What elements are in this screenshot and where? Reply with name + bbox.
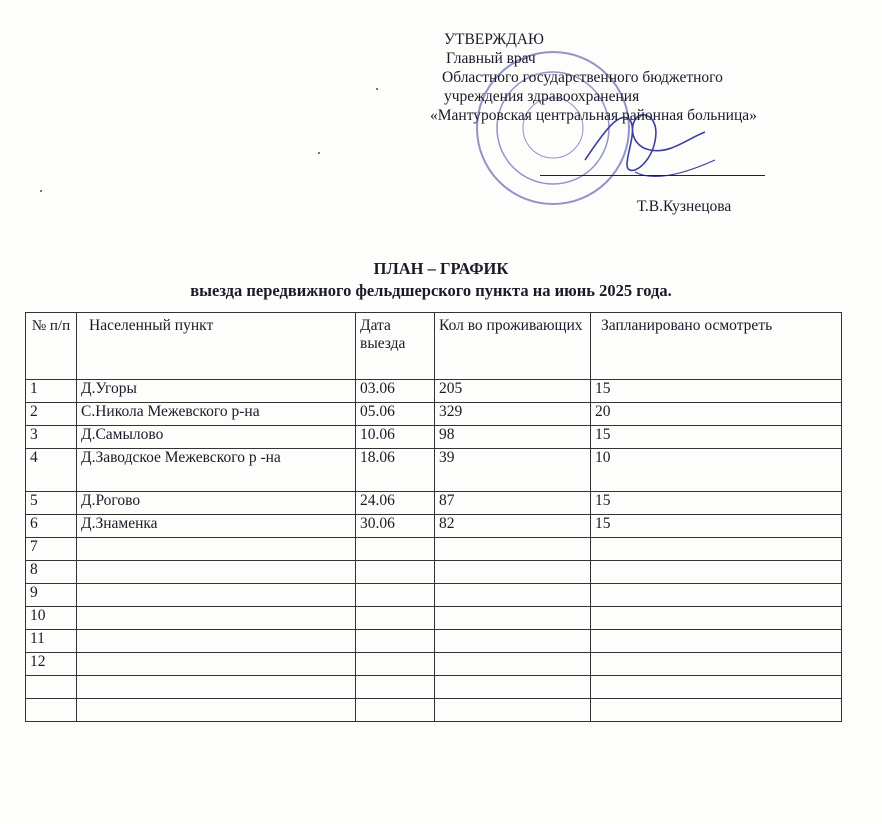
cell-date bbox=[356, 584, 435, 607]
cell-planned bbox=[591, 630, 842, 653]
cell-planned: 10 bbox=[591, 449, 842, 492]
cell-date bbox=[356, 538, 435, 561]
approval-block bbox=[430, 30, 757, 125]
table-row bbox=[26, 561, 842, 584]
table-row bbox=[26, 515, 842, 538]
cell-residents bbox=[435, 561, 591, 584]
cell-num: 11 bbox=[26, 630, 77, 653]
cell-num: 3 bbox=[26, 426, 77, 449]
scan-speck bbox=[376, 88, 378, 90]
cell-residents bbox=[435, 676, 591, 699]
cell-planned: 15 bbox=[591, 426, 842, 449]
cell-residents bbox=[435, 630, 591, 653]
cell-planned bbox=[591, 607, 842, 630]
cell-date: 30.06 bbox=[356, 515, 435, 538]
table-row bbox=[26, 584, 842, 607]
cell-planned bbox=[591, 561, 842, 584]
cell-residents: 39 bbox=[435, 449, 591, 492]
cell-num: 7 bbox=[26, 538, 77, 561]
cell-residents: 87 bbox=[435, 492, 591, 515]
cell-date bbox=[356, 607, 435, 630]
signer-name: Т.В.Кузнецова bbox=[637, 198, 732, 215]
table-header-row bbox=[26, 313, 842, 380]
cell-num: 5 bbox=[26, 492, 77, 515]
cell-residents bbox=[435, 584, 591, 607]
table-row bbox=[26, 426, 842, 449]
cell-date bbox=[356, 699, 435, 722]
cell-residents: 205 bbox=[435, 380, 591, 403]
plan-table bbox=[25, 312, 842, 722]
cell-planned bbox=[591, 653, 842, 676]
cell-settlement: С.Никола Межевского р-на bbox=[77, 403, 356, 426]
cell-date bbox=[356, 561, 435, 584]
approval-org-line1: Областного государственного бюджетного bbox=[442, 69, 723, 86]
cell-residents bbox=[435, 653, 591, 676]
cell-date bbox=[356, 676, 435, 699]
table-row bbox=[26, 380, 842, 403]
cell-planned bbox=[591, 699, 842, 722]
cell-date: 24.06 bbox=[356, 492, 435, 515]
cell-planned: 15 bbox=[591, 380, 842, 403]
table-row bbox=[26, 449, 842, 492]
cell-date: 05.06 bbox=[356, 403, 435, 426]
cell-date: 10.06 bbox=[356, 426, 435, 449]
cell-settlement: Д.Самылово bbox=[77, 426, 356, 449]
header-num: № п/п bbox=[26, 313, 77, 380]
cell-settlement bbox=[77, 653, 356, 676]
cell-num: 1 bbox=[26, 380, 77, 403]
cell-settlement bbox=[77, 699, 356, 722]
cell-num: 9 bbox=[26, 584, 77, 607]
cell-planned: 15 bbox=[591, 515, 842, 538]
cell-residents: 82 bbox=[435, 515, 591, 538]
cell-residents bbox=[435, 538, 591, 561]
cell-residents bbox=[435, 607, 591, 630]
cell-settlement: Д.Рогово bbox=[77, 492, 356, 515]
approval-org-line3: «Мантуровская центральная районная больница» bbox=[430, 107, 757, 124]
table-row bbox=[26, 403, 842, 426]
header-planned: Запланировано осмотреть bbox=[591, 313, 842, 380]
cell-date bbox=[356, 630, 435, 653]
cell-num: 8 bbox=[26, 561, 77, 584]
table-row bbox=[26, 699, 842, 722]
table-row bbox=[26, 492, 842, 515]
heading-line1: ПЛАН – ГРАФИК bbox=[373, 259, 509, 278]
cell-settlement: Д.Заводское Межевского р -на bbox=[77, 449, 356, 492]
cell-planned: 15 bbox=[591, 492, 842, 515]
cell-date: 03.06 bbox=[356, 380, 435, 403]
cell-num: 12 bbox=[26, 653, 77, 676]
cell-planned bbox=[591, 538, 842, 561]
cell-num: 10 bbox=[26, 607, 77, 630]
approval-position: Главный врач bbox=[446, 50, 536, 67]
table-row bbox=[26, 676, 842, 699]
cell-settlement bbox=[77, 676, 356, 699]
cell-residents: 98 bbox=[435, 426, 591, 449]
cell-settlement: Д.Угоры bbox=[77, 380, 356, 403]
signature-line bbox=[540, 175, 765, 176]
cell-settlement bbox=[77, 607, 356, 630]
cell-settlement bbox=[77, 630, 356, 653]
cell-num: 2 bbox=[26, 403, 77, 426]
cell-num bbox=[26, 676, 77, 699]
table-row bbox=[26, 607, 842, 630]
cell-num: 6 bbox=[26, 515, 77, 538]
cell-residents bbox=[435, 699, 591, 722]
cell-date: 18.06 bbox=[356, 449, 435, 492]
cell-num: 4 bbox=[26, 449, 77, 492]
approval-title: УТВЕРЖДАЮ bbox=[444, 31, 544, 48]
scan-speck bbox=[318, 152, 320, 154]
approval-org-line2: учреждения здравоохранения bbox=[444, 88, 640, 105]
cell-settlement bbox=[77, 584, 356, 607]
table-row bbox=[26, 630, 842, 653]
cell-settlement: Д.Знаменка bbox=[77, 515, 356, 538]
cell-settlement bbox=[77, 561, 356, 584]
table-row bbox=[26, 653, 842, 676]
cell-settlement bbox=[77, 538, 356, 561]
cell-planned: 20 bbox=[591, 403, 842, 426]
cell-num bbox=[26, 699, 77, 722]
cell-residents: 329 bbox=[435, 403, 591, 426]
cell-planned bbox=[591, 676, 842, 699]
header-date: Дата выезда bbox=[356, 313, 435, 380]
cell-date bbox=[356, 653, 435, 676]
header-settlement: Населенный пункт bbox=[77, 313, 356, 380]
table-row bbox=[26, 538, 842, 561]
heading-line2: выезда передвижного фельдшерского пункта на июнь 2025 года. bbox=[190, 281, 672, 300]
document-heading bbox=[0, 258, 882, 302]
cell-planned bbox=[591, 584, 842, 607]
header-residents: Кол во проживающих bbox=[435, 313, 591, 380]
scan-speck bbox=[40, 190, 42, 192]
